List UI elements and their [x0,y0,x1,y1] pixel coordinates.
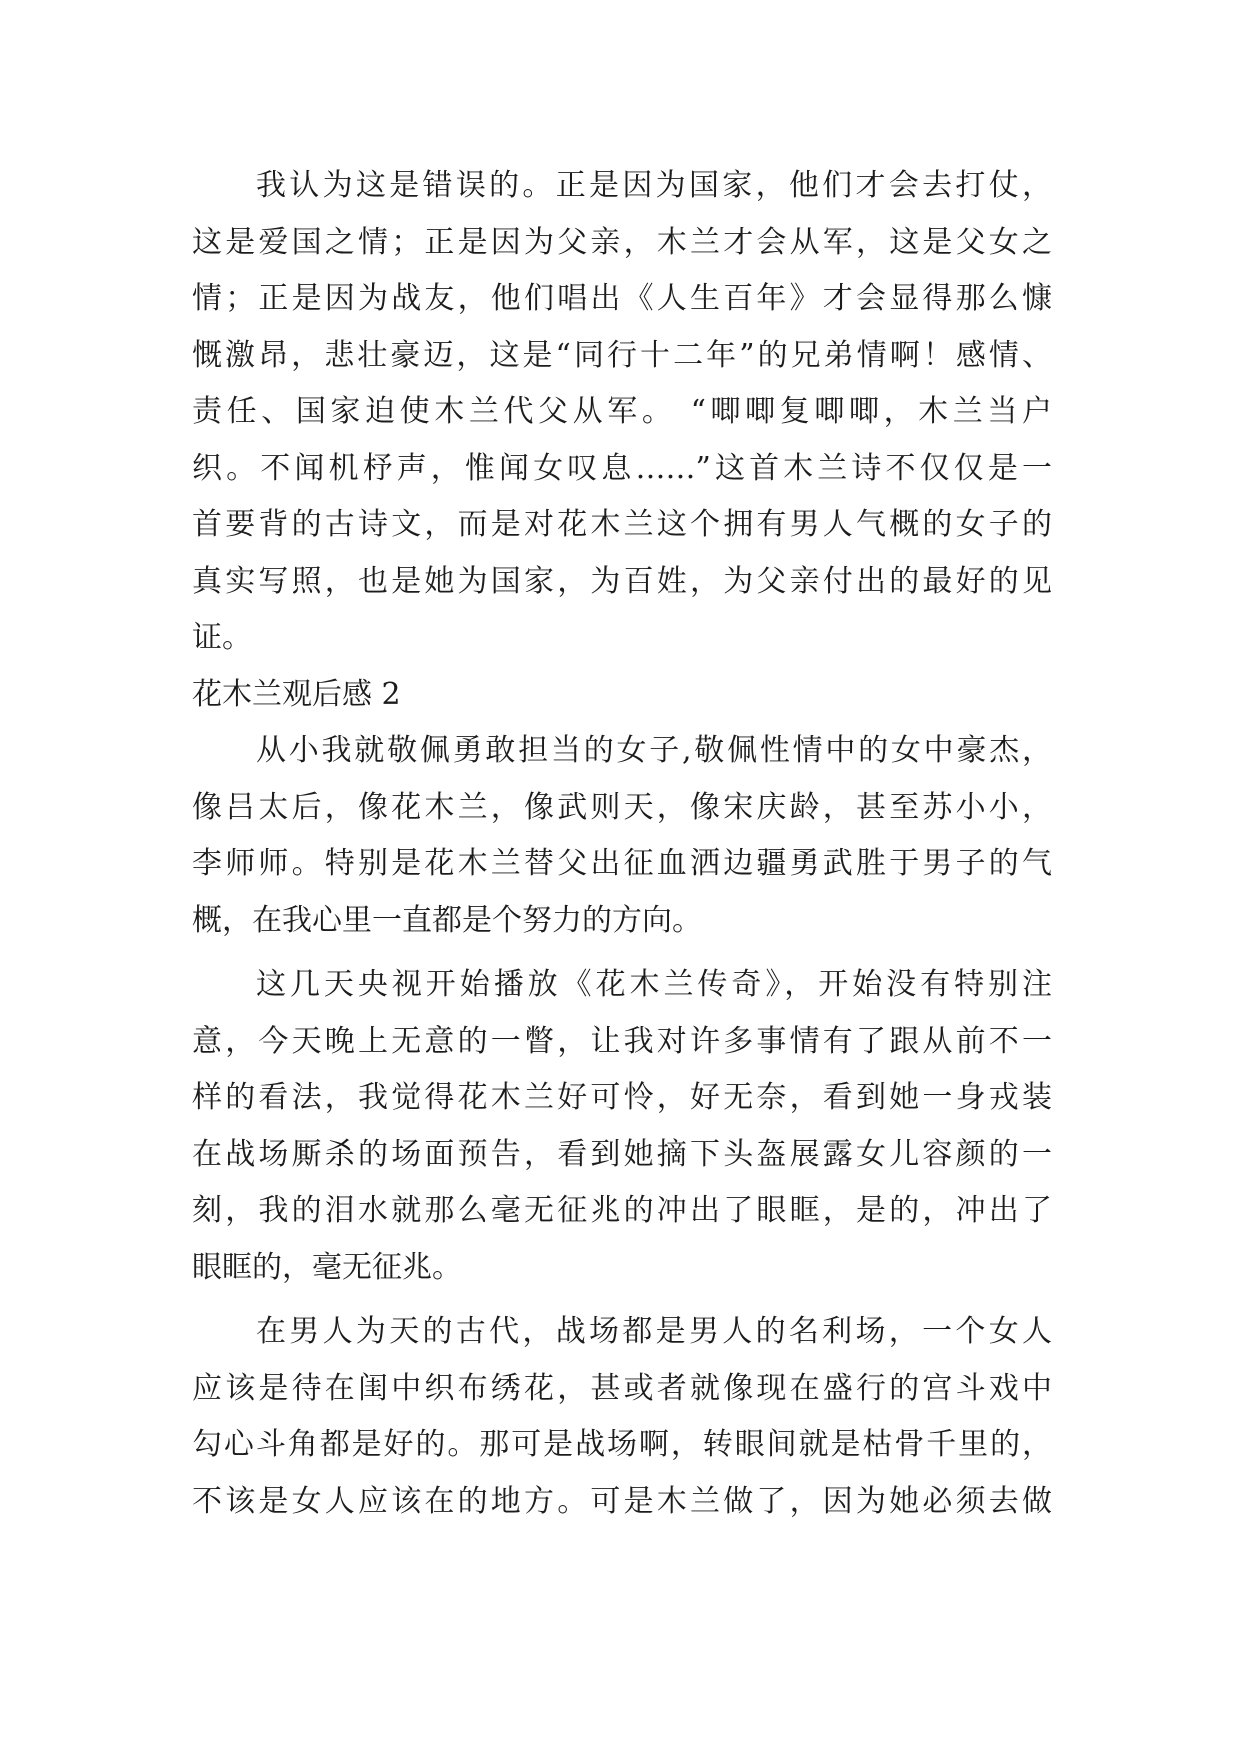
paragraph-line: 在男人为天的古代，战场都是男人的名利场，一个女人 [256,1314,1052,1349]
paragraph-line: 责任、国家迫使木兰代父从军。 “唧唧复唧唧，木兰当户 [192,394,1052,429]
paragraph-line: 这几天央视开始播放《花木兰传奇》，开始没有特别注 [256,967,1052,1002]
paragraph-line: 这是爱国之情；正是因为父亲，木兰才会从军，这是父女之 [192,224,1052,260]
document-page [192,158,1052,1530]
paragraph-line: 从小我就敬佩勇敢担当的女子,敬佩性情中的女中豪杰， [256,733,1052,768]
paragraph-line: 慨激昂，悲壮豪迈，这是“同行十二年”的兄弟情啊！感情、 [192,337,1052,373]
paragraph-line: 勾心斗角都是好的。那可是战场啊，转眼间就是枯骨千里的， [192,1427,1052,1462]
paragraph-line: 李师师。特别是花木兰替父出征血洒边疆勇武胜于男子的气 [192,846,1052,881]
paragraph-line: 样的看法，我觉得花木兰好可怜，好无奈，看到她一身戎装 [192,1080,1052,1115]
paragraph-line: 刻，我的泪水就那么毫无征兆的冲出了眼眶，是的，冲出了 [192,1193,1052,1228]
paragraph-3 [192,957,1052,1296]
paragraph-spacer [192,1296,1052,1304]
paragraph-line: 证。 [192,620,252,655]
paragraph-line: 真实写照，也是她为国家，为百姓，为父亲付出的最好的见 [192,563,1052,599]
paragraph-line: 织。不闻机杼声，惟闻女叹息……”这首木兰诗不仅仅是一 [192,450,1052,486]
paragraph-line: 概，在我心里一直都是个努力的方向。 [192,902,702,938]
paragraph-line: 像吕太后，像花木兰，像武则天，像宋庆龄，甚至苏小小， [192,789,1052,825]
paragraph-line: 不该是女人应该在的地方。可是木兰做了，因为她必须去做 [192,1483,1052,1519]
paragraph-line: 应该是待在闺中织布绣花，甚或者就像现在盛行的宫斗戏中 [192,1370,1052,1406]
paragraph-line: 我认为这是错误的。正是因为国家，他们才会去打仗， [256,168,1052,203]
paragraph-spacer [192,949,1052,957]
paragraph-1 [192,158,1052,667]
paragraph-4 [192,1304,1052,1530]
paragraph-line: 眼眶的，毫无征兆。 [192,1249,462,1285]
paragraph-2 [192,723,1052,949]
paragraph-line: 在战场厮杀的场面预告，看到她摘下头盔展露女儿容颜的一 [192,1136,1052,1172]
paragraph-line: 情；正是因为战友，他们唱出《人生百年》才会显得那么慷 [192,281,1052,316]
paragraph-line: 首要背的古诗文，而是对花木兰这个拥有男人气概的女子的 [192,507,1052,542]
paragraph-line: 意，今天晚上无意的一瞥，让我对许多事情有了跟从前不一 [192,1023,1052,1059]
section-heading: 花木兰观后感 2 [192,676,401,712]
